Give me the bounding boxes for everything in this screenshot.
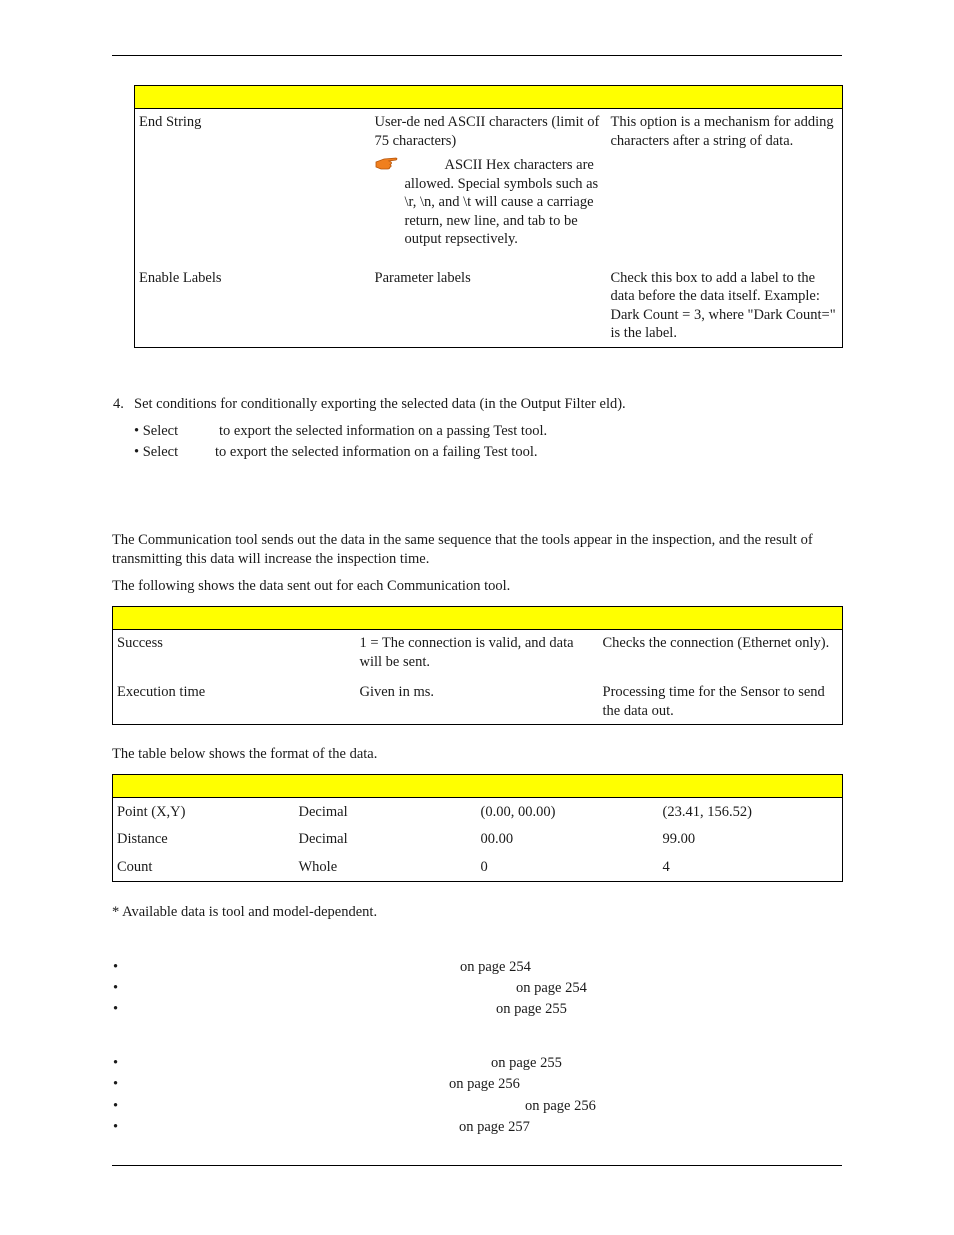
bullet: •	[113, 980, 119, 996]
table-header	[135, 86, 843, 109]
bullet: •	[113, 1119, 119, 1135]
table-row	[113, 630, 843, 674]
step-number: 4.	[113, 396, 124, 412]
option-value	[371, 109, 607, 251]
table-cell: Checks the connection (Ethernet only).	[602, 635, 830, 651]
table-row	[113, 673, 843, 725]
page-reference[interactable]: on page 257	[459, 1119, 530, 1135]
page-reference[interactable]: on page 256	[449, 1076, 520, 1092]
page-reference[interactable]: on page 255	[491, 1055, 562, 1071]
option-name: Enable Labels	[139, 269, 222, 286]
option-value-text: User-de ned ASCII characters (limit of 75 characters)	[374, 114, 600, 149]
bullet: •	[113, 1055, 119, 1071]
table-row	[113, 854, 843, 882]
output-table	[112, 606, 843, 725]
table-cell: 99.00	[662, 830, 696, 847]
paragraph: The Communication tool sends out the data in the same sequence that the tools appear in the inspection, and the result of transmitting this data will increase the inspection time.	[112, 532, 813, 567]
option-name: End String	[139, 114, 202, 130]
option-description: Check this box to add a label to the data before the data itself. Example: Dark Count = 3, where "Dark Count=" is the label.	[610, 269, 836, 341]
table-cell: (23.41, 156.52)	[662, 804, 752, 820]
list-item-text: to export the selected information on a passing Test tool.	[219, 423, 548, 439]
options-table	[134, 85, 843, 348]
list-item-prefix: • Select	[134, 423, 179, 439]
table-row	[135, 109, 843, 251]
table-cell: 0	[480, 858, 488, 875]
option-value: Parameter labels	[374, 269, 471, 286]
table-cell: 1 = The connection is valid, and data will be sent.	[359, 635, 574, 670]
table-row	[113, 826, 843, 854]
table-cell: Whole	[298, 858, 338, 875]
table-cell: Decimal	[298, 804, 348, 820]
option-description: This option is a mechanism for adding characters after a string of data.	[610, 114, 834, 149]
footnote: * Available data is tool and model-dependent.	[112, 904, 378, 920]
table-cell: Decimal	[298, 830, 348, 847]
pointing-hand-icon	[375, 153, 399, 172]
list-item-prefix: • Select	[134, 444, 179, 460]
table-cell: Execution time	[117, 684, 206, 700]
table-cell: Given in ms.	[359, 684, 435, 700]
bullet: •	[113, 1076, 119, 1092]
table-row	[113, 798, 843, 826]
table-row	[135, 251, 843, 348]
table-header	[113, 775, 843, 798]
list-item-text: to export the selected information on a failing Test tool.	[215, 444, 538, 460]
paragraph: The table below shows the format of the data.	[112, 746, 378, 762]
table-cell: Processing time for the Sensor to send the data out.	[602, 684, 825, 719]
bullet: •	[113, 1001, 119, 1017]
page-reference[interactable]: on page 255	[496, 1001, 567, 1017]
table-cell: Distance	[117, 830, 168, 847]
note-text: allowed. Special symbols such as \r, \n, and \t will cause a carriage return, new line, and tab to be output repsectively.	[404, 175, 599, 247]
bullet: •	[113, 1098, 119, 1114]
page-reference[interactable]: on page 254	[460, 959, 531, 975]
note-lead: ASCII Hex characters are	[444, 157, 594, 173]
table-header	[113, 607, 843, 630]
format-table	[112, 774, 843, 882]
table-cell: Point (X,Y)	[117, 804, 186, 820]
paragraph: The following shows the data sent out for each Communication tool.	[112, 578, 511, 594]
page-reference[interactable]: on page 256	[525, 1098, 596, 1114]
table-cell: Count	[117, 858, 153, 875]
page-reference[interactable]: on page 254	[516, 980, 587, 996]
table-cell: Success	[117, 635, 163, 651]
footer-rule	[112, 1165, 842, 1166]
table-cell: 4	[662, 858, 670, 875]
note	[375, 156, 603, 249]
step-text: Set conditions for conditionally exporting the selected data (in the Output Filter eld).	[134, 396, 626, 412]
header-rule	[112, 55, 842, 56]
bullet: •	[113, 959, 119, 975]
table-cell: 00.00	[480, 830, 514, 847]
table-cell: (0.00, 00.00)	[480, 804, 556, 820]
